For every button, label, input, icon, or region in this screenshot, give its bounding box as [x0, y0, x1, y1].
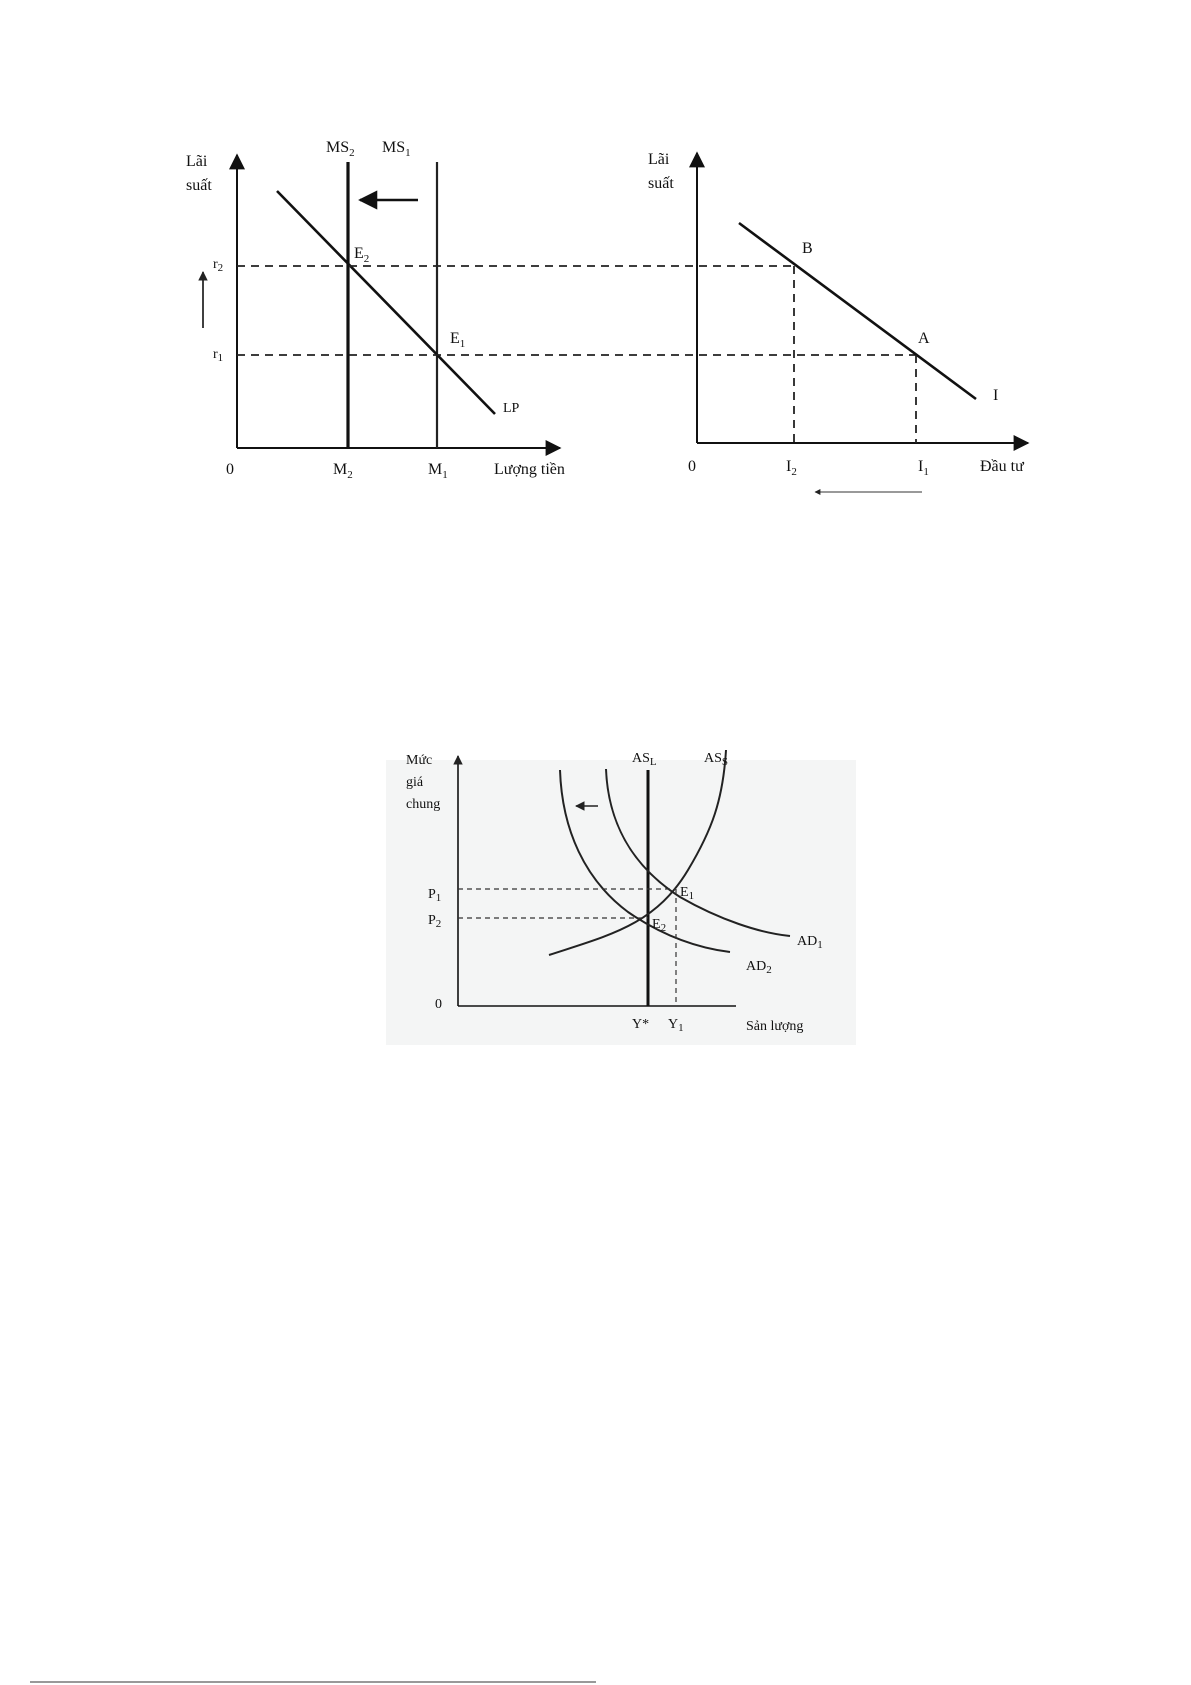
adas-y-label-2: giá [406, 775, 424, 790]
y1-label: $Y_1$ [668, 1017, 684, 1034]
money-y-label-2: suất [186, 177, 212, 194]
ms2-label: $MS_2$ [326, 139, 355, 159]
adas-y-label-3: chung [406, 797, 441, 812]
money-y-label-1: Lãi [186, 153, 208, 170]
i1-label: $I_1$ [918, 458, 929, 478]
ad2-label: $AD_2$ [746, 959, 772, 976]
adas-y-label-1: Mức [406, 753, 433, 768]
adas-e1-label: $E_1$ [680, 885, 695, 902]
ad1-label: $AD_1$ [797, 934, 823, 951]
ass-label: $AS_S$ [704, 751, 729, 768]
r1-label: $r_1$ [213, 347, 224, 364]
curve-i-label: I [993, 387, 999, 404]
e2-label: $E_2$ [354, 245, 370, 265]
point-b-label: B [802, 240, 813, 257]
investment-curve [739, 223, 976, 399]
ad-as-background [386, 760, 856, 1045]
e1-label: $E_1$ [450, 330, 466, 350]
invest-x-label: Đầu tư [980, 458, 1024, 475]
lp-curve [277, 191, 495, 414]
i2-label: $I_2$ [786, 458, 797, 478]
money-origin: 0 [226, 461, 234, 478]
adas-e2-label: $E_2$ [652, 917, 667, 934]
adas-x-label: Sản lượng [746, 1019, 804, 1034]
p1-label: $P_1$ [428, 887, 442, 904]
r2-label: $r_2$ [213, 257, 224, 274]
investment-diagram [648, 151, 1028, 492]
m2-label: $M_2$ [333, 461, 353, 481]
point-a-label: A [918, 330, 930, 347]
ms1-label: $MS_1$ [382, 139, 411, 159]
lp-label: LP [503, 401, 520, 416]
ad-as-diagram [386, 750, 856, 1045]
adas-origin: 0 [435, 997, 442, 1012]
invest-y-label-2: suất [648, 175, 674, 192]
ystar-label: Y* [632, 1017, 650, 1032]
money-x-label: Lượng tiền [494, 461, 565, 478]
asl-label: $AS_L$ [632, 751, 657, 768]
p2-label: $P_2$ [428, 913, 442, 930]
invest-origin: 0 [688, 458, 696, 475]
m1-label: $M_1$ [428, 461, 448, 481]
invest-y-label-1: Lãi [648, 151, 670, 168]
money-market-diagram [186, 139, 565, 481]
